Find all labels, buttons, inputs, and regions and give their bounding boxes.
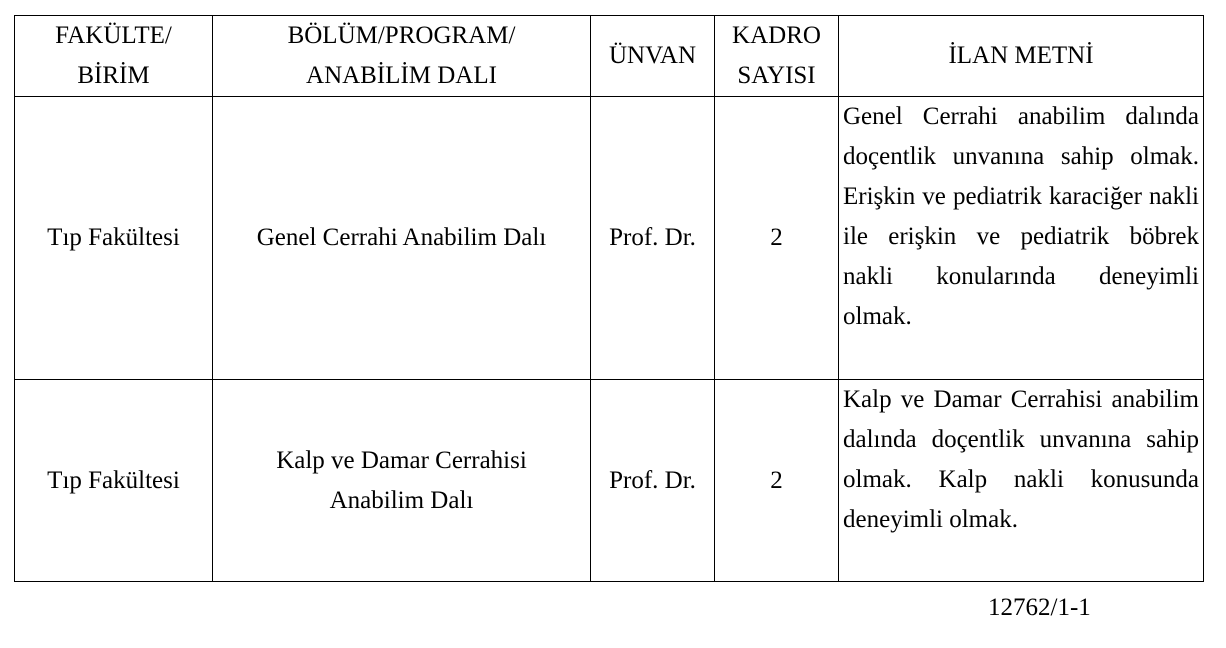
header-position-count-line1: KADRO (732, 22, 821, 49)
cell-title: Prof. Dr. (591, 380, 715, 582)
header-position-count (715, 16, 839, 97)
header-faculty-line2: BİRİM (77, 62, 150, 89)
header-faculty (15, 16, 213, 97)
header-announcement-text-label: İLAN METNİ (948, 42, 1094, 69)
header-department-line1: BÖLÜM/PROGRAM/ (287, 22, 516, 49)
cell-announcement-text: Kalp ve Damar Cerrahisi anabilim dalında doçentlik unvanına sahip olmak. Kalp nakli konusunda deneyimli olmak. (839, 380, 1204, 582)
cell-faculty: Tıp Fakültesi (15, 97, 213, 380)
cell-announcement-text: Genel Cerrahi anabilim dalında doçentlik unvanına sahip olmak. Erişkin ve pediatrik karaciğer nakli ile erişkin ve pediatrik böbrek nakli konularında deneyimli olmak. (839, 97, 1204, 380)
header-faculty-line1: FAKÜLTE/ (55, 22, 172, 49)
table-row (15, 97, 1204, 380)
announcement-table (14, 15, 1204, 582)
header-department-line2: ANABİLİM DALI (306, 62, 497, 89)
header-title-label: ÜNVAN (608, 42, 697, 69)
header-department (213, 16, 591, 97)
header-title (591, 16, 715, 97)
table-header-row (15, 16, 1204, 97)
cell-position-count: 2 (715, 380, 839, 582)
cell-department (213, 380, 591, 582)
cell-department-text: Kalp ve Damar Cerrahisi Anabilim Dalı (276, 446, 527, 514)
cell-title: Prof. Dr. (591, 97, 715, 380)
reference-number: 12762/1-1 (988, 594, 1091, 621)
table-row (15, 380, 1204, 582)
cell-department: Genel Cerrahi Anabilim Dalı (213, 97, 591, 380)
header-announcement-text (839, 16, 1204, 97)
cell-faculty: Tıp Fakültesi (15, 380, 213, 582)
cell-position-count: 2 (715, 97, 839, 380)
header-position-count-line2: SAYISI (737, 62, 816, 89)
